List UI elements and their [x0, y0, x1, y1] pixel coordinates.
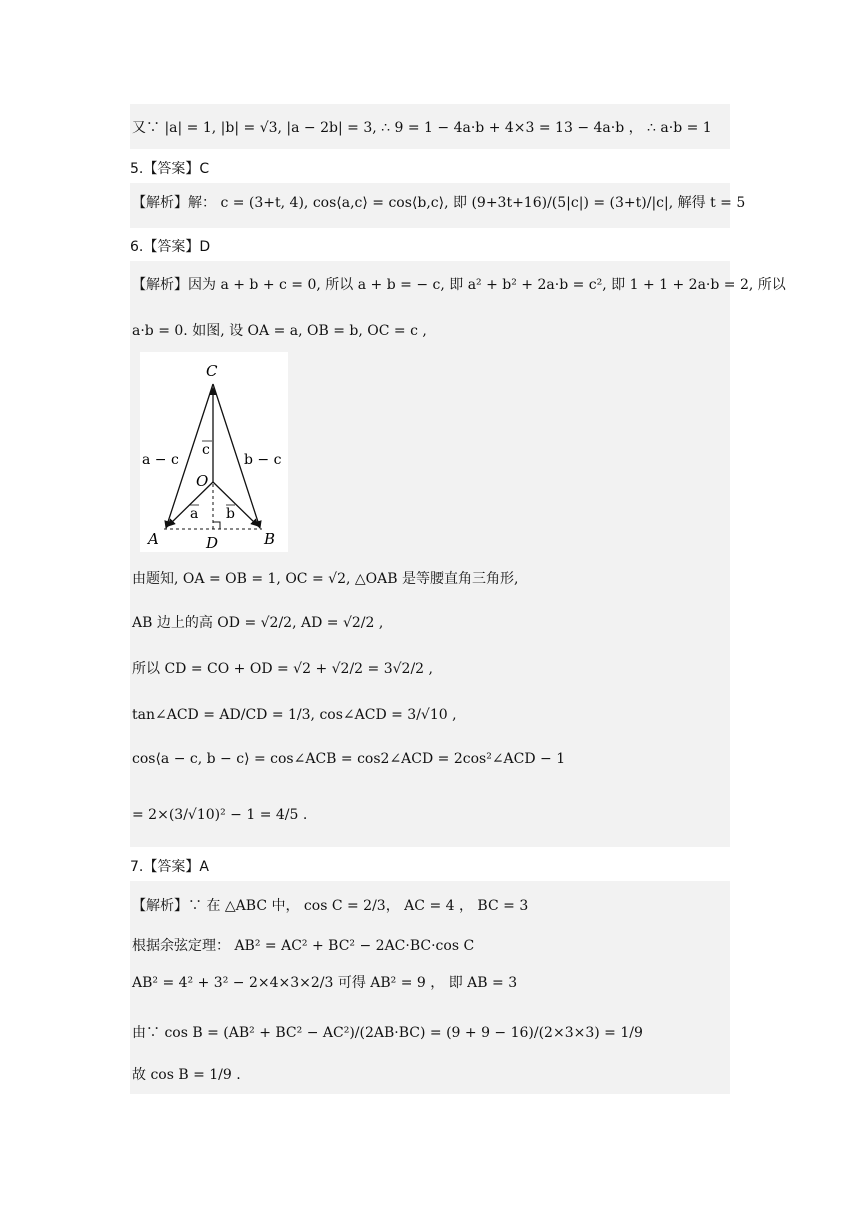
- label-a-minus-c: a − c: [142, 452, 179, 468]
- label-A: A: [148, 530, 159, 548]
- q7-line3: AB² = 4² + 3² − 2×4×3×2/3 可得 AB² = 9 ， 即 AB = 3: [132, 975, 518, 991]
- label-B: B: [264, 530, 276, 548]
- q5-tag: 【解析】: [132, 195, 188, 211]
- label-D: D: [206, 534, 219, 552]
- q6-line4: AB 边上的高 OD = √2/2, AD = √2/2 ,: [132, 615, 384, 631]
- q6-line3: 由题知, OA = OB = 1, OC = √2, △OAB 是等腰直角三角形,: [132, 571, 519, 587]
- q6-line5: 所以 CD = CO + OD = √2 + √2/2 = 3√2/2 ,: [132, 661, 433, 677]
- q6-line7: cos⟨a − c, b − c⟩ = cos∠ACB = cos2∠ACD = 2cos²∠ACD − 1: [132, 751, 566, 767]
- q5-line: 解： c = (3+t, 4), cos⟨a,c⟩ = cos⟨b,c⟩, 即 (9+3t+16)/(5|c|) = (3+t)/|c|, 解得 t = 5: [188, 195, 746, 211]
- right-angle-mark: [213, 522, 220, 529]
- label-vec-c: c: [202, 442, 210, 458]
- q7-line1: 【解析】∵ 在 △ABC 中， cos C = 2/3， AC = 4 ， BC = 3: [132, 898, 529, 914]
- label-C: C: [206, 362, 218, 380]
- q6-tag: 【解析】: [132, 277, 188, 293]
- vector-figure: [140, 352, 288, 552]
- label-vec-b: b: [226, 506, 235, 522]
- q5-answer-header: 5.【答案】C: [130, 161, 210, 177]
- vector-b: [213, 482, 258, 526]
- q7-tag: 【解析】: [132, 898, 188, 914]
- q6-line1: 【解析】因为 a + b + c = 0, 所以 a + b = − c, 即 a² + b² + 2a·b = c², 即 1 + 1 + 2a·b = 2, 所以: [132, 277, 786, 293]
- q7-line4: 由∵ cos B = (AB² + BC² − AC²)/(2AB·BC) = (9 + 9 − 16)/(2×3×3) = 1/9: [132, 1025, 643, 1041]
- q6-line6: tan∠ACD = AD/CD = 1/3, cos∠ACD = 3/√10 ,: [132, 707, 457, 723]
- q7-line2: 根据余弦定理： AB² = AC² + BC² − 2AC·BC·cos C: [132, 938, 475, 954]
- q5-analysis: [132, 194, 745, 212]
- label-vec-a: a: [190, 506, 199, 522]
- top-line: 又∵ |a| = 1, |b| = √3, |a − 2b| = 3, ∴ 9 = 1 − 4a·b + 4×3 = 13 − 4a·b ， ∴ a·b = 1: [132, 120, 712, 136]
- q6-line2: a·b = 0. 如图, 设 OA = a, OB = b, OC = c ,: [132, 323, 427, 339]
- q7-line5: 故 cos B = 1/9 .: [132, 1067, 241, 1083]
- q7-answer-header: 7.【答案】A: [130, 859, 209, 875]
- vector-diagram: [140, 352, 288, 552]
- q6-line8: = 2×(3/√10)² − 1 = 4/5 .: [132, 807, 308, 823]
- label-b-minus-c: b − c: [244, 452, 282, 468]
- q6-answer-header: 6.【答案】D: [130, 239, 211, 255]
- label-O: O: [196, 472, 209, 490]
